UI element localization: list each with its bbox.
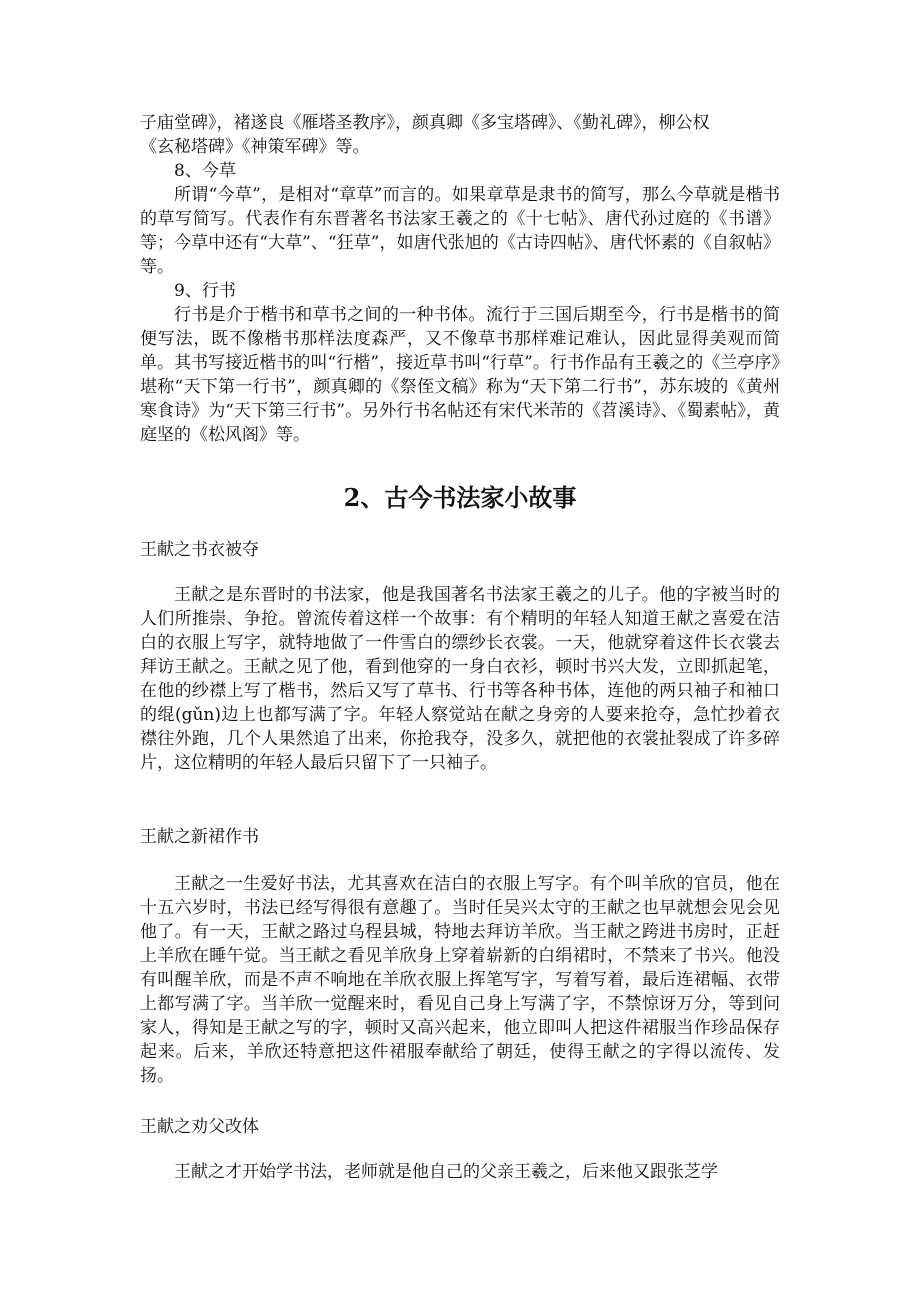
story-heading-2: 王献之新裙作书 — [140, 827, 259, 847]
story-body-1 — [140, 583, 780, 775]
story-body-2 — [140, 872, 780, 1088]
story-paragraph: 王献之才开始学书法，老师就是他自己的父亲王羲之，后来他又跟张芝学 — [174, 1162, 718, 1182]
continued-line-2: 《玄秘塔碑》《神策军碑》等。 — [140, 137, 370, 157]
heading-jincao: 8、今草 — [174, 161, 236, 181]
section-calligraphy-styles — [140, 111, 780, 447]
story-paragraph: 王献之是东晋时的书法家，他是我国著名书法家王羲之的儿子。他的字被当时的人们所推崇、争抢。曾流传着这样一个故事：有个精明的年轻人知道王献之喜爱在洁白的衣服上写字，就特地做了一件雪白的缥纱长衣裳。一天，他就穿着这件长衣裳去拜访王献之。王献之见了他，看到他穿的一身白衣衫，顿时书兴大发，立即抓起笔，在他的纱襟上写了楷书，然后又写了草书、行书等各种书体，连他的两只袖子和袖口的绲(gǔn)边上也都写满了字。年轻人察觉站在献之身旁的人要来抢夺，急忙抄着衣襟往外跑，几个人果然追了出来，你抢我夺，没多久，就把他的衣裳扯裂成了许多碎片，这位精明的年轻人最后只留下了一只袖子。 — [140, 585, 780, 773]
story-heading-3: 王献之劝父改体 — [140, 1117, 259, 1137]
paragraph-xingshu: 行书是介于楷书和草书之间的一种书体。流行于三国后期至今，行书是楷书的简便写法，既不像楷书那样法度森严，又不像草书那样难记难认，因此显得美观而简单。其书写接近楷书的叫“行楷”，接近草书叫“行草”。行书作品有王羲之的《兰亭序》堪称“天下第一行书”，颜真卿的《祭侄文稿》称为“天下第二行书”，苏东坡的《黄州寒食诗》为“天下第三行书”。另外行书名帖还有宋代米芾的《苕溪诗》、《蜀素帖》，黄庭坚的《松风阁》等。 — [140, 305, 780, 445]
story-paragraph: 王献之一生爱好书法，尤其喜欢在洁白的衣服上写字。有个叫羊欣的官员，他在十五六岁时，书法已经写得很有意趣了。当时任吴兴太守的王献之也早就想会见会见他了。有一天，王献之路过乌程县城，特地去拜访羊欣。当王献之跨进书房时，正赶上羊欣在睡午觉。当王献之看见羊欣身上穿着崭新的白绢裙时，不禁来了书兴。他没有叫醒羊欣，而是不声不响地在羊欣衣服上挥笔写字，写着写着，最后连裙幅、衣带上都写满了字。当羊欣一觉醒来时，看见自己身上写满了字，不禁惊讶万分，等到问家人，得知是王献之写的字，顿时又高兴起来，他立即叫人把这件裙服当作珍品保存起来。后来，羊欣还特意把这件裙服奉献给了朝廷，使得王献之的字得以流传、发扬。 — [140, 874, 780, 1086]
continued-line-1: 子庙堂碑》，褚遂良《雁塔圣教序》，颜真卿《多宝塔碑》、《勤礼碑》，柳公权 — [140, 113, 710, 133]
heading-xingshu: 9、行书 — [174, 281, 236, 301]
story-body-3 — [140, 1160, 780, 1184]
story-heading-1: 王献之书衣被夺 — [140, 540, 259, 560]
section-title: 2、古今书法家小故事 — [343, 483, 577, 512]
paragraph-jincao: 所谓“今草”，是相对“章草”而言的。如果章草是隶书的简写，那么今草就是楷书的草写简写。代表作有东晋著名书法家王羲之的《十七帖》、唐代孙过庭的《书谱》等；今草中还有“大草”、“狂草”，如唐代张旭的《古诗四帖》、唐代怀素的《自叙帖》等。 — [140, 185, 780, 277]
